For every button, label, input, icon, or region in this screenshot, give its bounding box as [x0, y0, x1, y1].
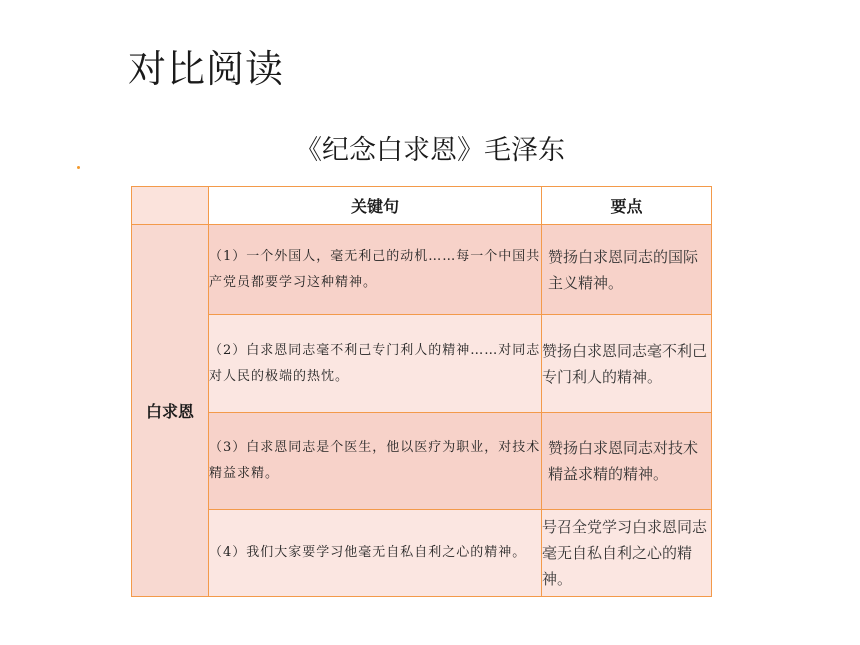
key-point-cell: 赞扬白求恩同志对技术精益求精的精神。 [542, 413, 712, 510]
header-key-point: 要点 [542, 187, 712, 225]
decorative-dot [77, 166, 80, 169]
page-heading: 对比阅读 [128, 47, 285, 91]
key-sentence-cell: （1）一个外国人，毫无利己的动机……每一个中国共产党员都要学习这种精神。 [209, 225, 542, 315]
key-sentence-cell: （3）白求恩同志是个医生，他以医疗为职业，对技术精益求精。 [209, 413, 542, 510]
key-point-cell: 赞扬白求恩同志的国际主义精神。 [542, 225, 712, 315]
table-row [132, 225, 712, 315]
table-row [132, 510, 712, 597]
subtitle: 《纪念白求恩》毛泽东 [295, 135, 565, 166]
key-sentence-cell: （2）白求恩同志毫不利己专门利人的精神……对同志对人民的极端的热忱。 [209, 315, 542, 413]
comparison-table [131, 186, 712, 597]
header-key-sentence: 关键句 [209, 187, 542, 225]
row-label-bethune: 白求恩 [132, 225, 209, 597]
key-point-cell: 号召全党学习白求恩同志毫无自私自利之心的精神。 [542, 510, 712, 597]
table-row [132, 413, 712, 510]
header-blank-cell [132, 187, 209, 225]
key-sentence-cell: （4）我们大家要学习他毫无自私自利之心的精神。 [209, 510, 542, 597]
key-point-cell: 赞扬白求恩同志毫不利己专门利人的精神。 [542, 315, 712, 413]
table-row [132, 315, 712, 413]
table-header-row [132, 187, 712, 225]
